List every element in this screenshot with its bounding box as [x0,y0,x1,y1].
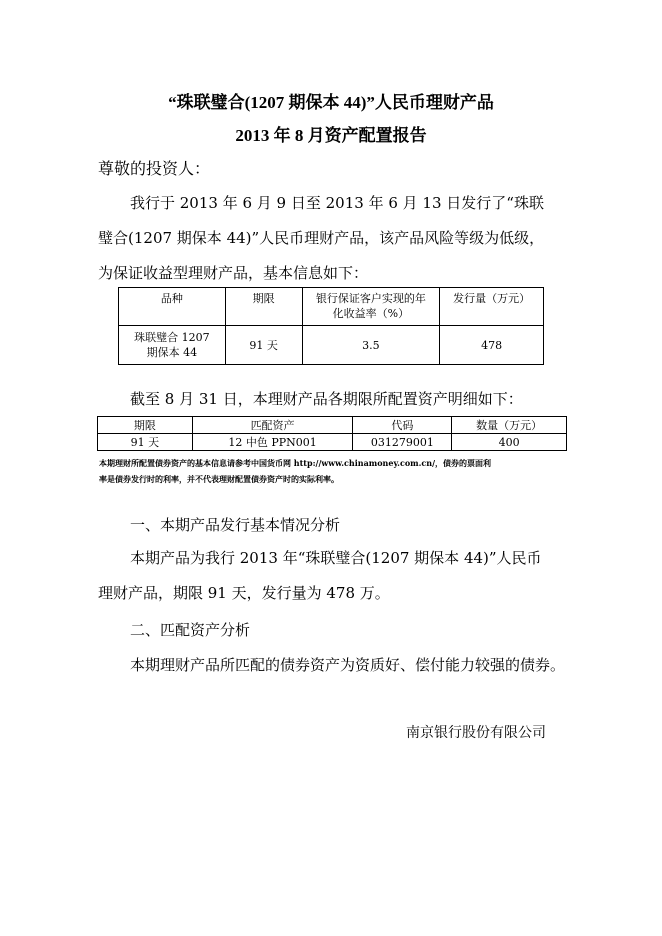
asset-name-cell: 12 中色 PPN001 [192,434,353,451]
report-title-line1: “珠联璧合(1207 期保本 44)”人民币理财产品 [168,93,494,112]
section2-text: 本期理财产品所匹配的债券资产为资质好、偿付能力较强的债券。 [130,656,566,674]
section1-line-2: 理财产品，期限 91 天，发行量为 478 万。 [98,584,390,602]
asset-header-amount: 数量（万元） [452,417,567,434]
signature: 南京银行股份有限公司 [406,725,546,741]
intro-line-1: 我行于 2013 年 6 月 9 日至 2013 年 6 月 13 日发行了“珠联 [130,194,544,212]
header-term: 期限 [225,288,302,326]
asset-detail-table [97,416,567,451]
product-volume-cell: 478 [440,326,544,365]
header-yield: 银行保证客户实现的年化收益率（%） [302,288,440,326]
asset-code-cell: 031279001 [353,434,452,451]
note-line-1: 本期理财所配置债券资产的基本信息请参考中国货币网 http://www.chinamoney.com.cn/，债券的票面利 [99,458,492,468]
salutation: 尊敬的投资人： [98,159,211,178]
asset-term-cell: 91 天 [98,434,193,451]
header-volume: 发行量（万元） [440,288,544,326]
section2-heading: 二、匹配资产分析 [130,621,251,639]
asset-header-code: 代码 [353,417,452,434]
asset-intro: 截至 8 月 31 日，本理财产品各期限所配置资产明细如下： [130,390,523,408]
note-line-2: 率是债券发行时的利率，并不代表理财配置债券资产时的实际利率。 [99,474,339,484]
report-title-line2: 2013 年 8 月资产配置报告 [235,126,427,145]
product-info-table [118,287,544,365]
section1-line-1: 本期产品为我行 2013 年“珠联璧合(1207 期保本 44)”人民币 [130,549,542,567]
product-yield-cell: 3.5 [302,326,440,365]
intro-line-2: 璧合(1207 期保本 44)”人民币理财产品，该产品风险等级为低级， [98,229,545,247]
product-name-line1: 珠联璧合 1207 [134,331,210,344]
asset-header-term: 期限 [98,417,193,434]
product-name-line2: 期保本 44 [146,346,198,359]
asset-table-header-row [98,417,567,434]
header-variety: 品种 [119,288,226,326]
table-row [119,326,544,365]
product-table-header-row [119,288,544,326]
asset-amount-cell: 400 [452,434,567,451]
product-name-cell [119,326,226,365]
product-term-cell: 91 天 [225,326,302,365]
asset-header-asset: 匹配资产 [192,417,353,434]
intro-line-3: 为保证收益型理财产品，基本信息如下： [98,264,369,282]
table-row [98,434,567,451]
section1-heading: 一、本期产品发行基本情况分析 [130,516,341,534]
